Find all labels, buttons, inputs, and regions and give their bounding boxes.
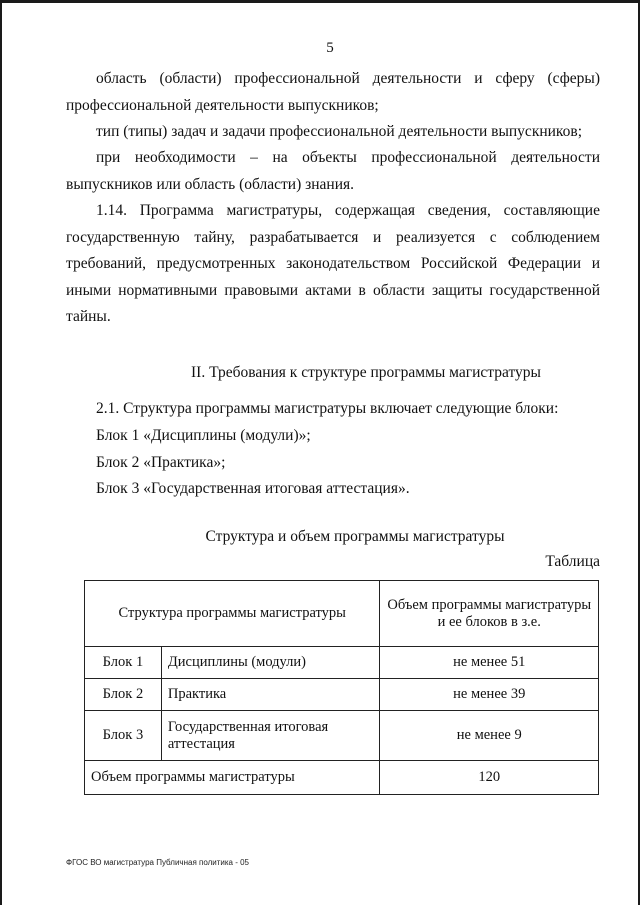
scan-edge-top [0,0,640,3]
paragraph-task-types: тип (типы) задач и задачи профессиональной деятельности выпускников; [96,123,583,140]
header-volume: Объем программы магистратуры и ее блоков в з.е. [380,581,599,647]
table-label: Таблица [545,553,600,570]
scan-edge-left [0,0,2,905]
footer-document-id: ФГОС ВО магистратура Публичная политика - 05 [66,858,250,867]
paragraph-activity-area: область (области) профессиональной деятельности и сферу (сферы) профессиональной деятельности выпускников; [66,70,600,114]
page-number: 5 [326,40,334,56]
total-label: Объем программы магистратуры [85,761,380,795]
row-volume: не менее 51 [380,647,599,679]
structure-volume-table [84,580,599,795]
table-row [85,679,599,711]
row-name: Государственная итоговая аттестация [161,711,380,761]
section-heading: II. Требования к структуре программы магистратуры [191,364,541,381]
row-block: Блок 2 [85,679,162,711]
row-volume: не менее 9 [380,711,599,761]
table-header-row [85,581,599,647]
structure-intro: 2.1. Структура программы магистратуры включает следующие блоки: [96,400,559,417]
total-value: 120 [380,761,599,795]
structure-block-2: Блок 2 «Практика»; [96,454,226,471]
table-total-row [85,761,599,795]
paragraph-state-secret: 1.14. Программа магистратуры, содержащая сведения, составляющие государственную тайну, разрабатывается и реализуется с соблюдением требований, предусмотренных законодательством Российской Федерации и иными нормативными правовыми актами в области защиты государственной тайны. [66,202,600,325]
row-block: Блок 3 [85,711,162,761]
table-row [85,711,599,761]
row-name: Практика [161,679,380,711]
row-name: Дисциплины (модули) [161,647,380,679]
row-block: Блок 1 [85,647,162,679]
table-row [85,647,599,679]
row-volume: не менее 39 [380,679,599,711]
paragraph-objects: при необходимости – на объекты профессиональной деятельности выпускников или область (области) знания. [66,149,600,193]
structure-block-3: Блок 3 «Государственная итоговая аттестация». [96,480,410,497]
table-caption: Структура и объем программы магистратуры [205,528,505,545]
structure-block-1: Блок 1 «Дисциплины (модули)»; [96,427,311,444]
header-structure: Структура программы магистратуры [85,581,380,647]
